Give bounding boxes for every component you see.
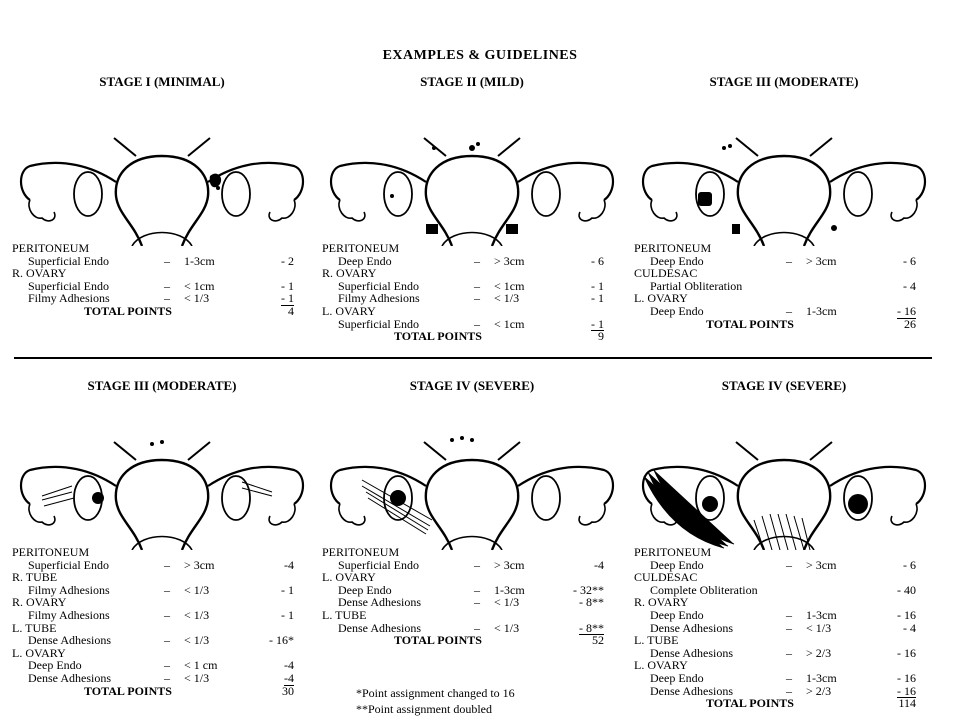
size-value: 1-3cm — [806, 303, 837, 318]
score-row — [12, 609, 312, 622]
points-value: - 8** — [579, 595, 604, 610]
dash-separator: – — [786, 683, 792, 698]
total-points: 9 — [598, 329, 604, 344]
site-label: PERITONEUM — [322, 545, 400, 559]
score-table — [634, 242, 934, 330]
size-value: < 1/3 — [184, 633, 210, 648]
stage-title: STAGE IV (SEVERE) — [721, 378, 847, 393]
score-row — [322, 330, 622, 343]
size-value: < 1/3 — [184, 291, 210, 306]
dash-separator: – — [164, 633, 170, 648]
site-label: L. OVARY — [634, 658, 688, 673]
pelvic-diagram — [634, 400, 934, 550]
score-row — [322, 634, 622, 647]
score-row — [634, 305, 934, 318]
size-value: < 1/3 — [494, 620, 520, 635]
points-value: - 1 — [591, 291, 604, 306]
site-label: R. OVARY — [634, 595, 689, 610]
score-row — [634, 267, 934, 280]
points-value: - 16 — [897, 670, 916, 685]
size-value: > 3cm — [806, 253, 837, 268]
total-label: TOTAL POINTS — [84, 303, 172, 318]
dash-separator: – — [164, 658, 170, 673]
stage-title: STAGE III (MODERATE) — [709, 74, 859, 89]
points-value: - 8** — [579, 620, 604, 635]
finding-label: Deep Endo — [28, 658, 82, 673]
dash-separator: – — [164, 253, 170, 268]
dash-separator: – — [474, 620, 480, 635]
stage-title: STAGE I (MINIMAL) — [99, 74, 225, 89]
points-value: - 1 — [591, 316, 604, 331]
total-points: 114 — [898, 696, 916, 711]
size-value: > 2/3 — [806, 645, 832, 660]
score-row — [12, 685, 312, 698]
size-value: > 3cm — [494, 253, 525, 268]
finding-label: Deep Endo — [650, 303, 704, 318]
dash-separator: – — [786, 557, 792, 572]
pelvic-diagram — [12, 400, 312, 550]
points-value: - 2 — [281, 253, 294, 268]
score-row — [12, 559, 312, 572]
size-value: < 1/3 — [184, 670, 210, 685]
finding-label: Deep Endo — [650, 253, 704, 268]
finding-label: Dense Adhesions — [650, 683, 733, 698]
site-label: L. TUBE — [322, 607, 367, 622]
size-value: < 1cm — [184, 278, 215, 293]
total-label: TOTAL POINTS — [394, 329, 482, 344]
points-value: - 32** — [573, 582, 604, 597]
points-value: - 1 — [281, 291, 294, 306]
stage-title: STAGE IV (SEVERE) — [409, 378, 535, 393]
size-value: < 1 cm — [184, 658, 218, 673]
points-value: - 16 — [897, 645, 916, 660]
site-label: R. OVARY — [12, 266, 67, 281]
score-row — [634, 622, 934, 635]
finding-label: Superficial Endo — [28, 278, 109, 293]
points-value: - 1 — [281, 278, 294, 293]
site-label: PERITONEUM — [12, 241, 90, 255]
size-value: < 1/3 — [494, 595, 520, 610]
size-value: > 3cm — [494, 557, 525, 572]
score-row — [634, 318, 934, 331]
points-value: - 1 — [591, 278, 604, 293]
score-row — [12, 546, 312, 559]
score-row — [322, 571, 622, 584]
points-value: - 16 — [897, 607, 916, 622]
dash-separator: – — [474, 278, 480, 293]
size-value: < 1/3 — [184, 582, 210, 597]
score-row — [634, 634, 934, 647]
dash-separator: – — [474, 253, 480, 268]
finding-label: Superficial Endo — [28, 557, 109, 572]
pelvic-diagram — [12, 96, 312, 246]
score-row — [322, 267, 622, 280]
finding-label: Superficial Endo — [338, 316, 419, 331]
dash-separator: – — [164, 670, 170, 685]
site-label: PERITONEUM — [322, 241, 400, 255]
score-row — [322, 546, 622, 559]
dash-separator: – — [164, 291, 170, 306]
total-label: TOTAL POINTS — [706, 316, 794, 331]
pelvic-diagram — [322, 96, 622, 246]
site-label: PERITONEUM — [634, 545, 712, 559]
dash-separator: – — [786, 253, 792, 268]
size-value: > 3cm — [806, 557, 837, 572]
finding-label: Dense Adhesions — [28, 670, 111, 685]
finding-label: Deep Endo — [650, 670, 704, 685]
total-points: 26 — [904, 316, 916, 331]
dash-separator: – — [474, 595, 480, 610]
finding-label: Superficial Endo — [28, 253, 109, 268]
points-value: - 4 — [903, 278, 916, 293]
total-points: 4 — [288, 303, 294, 318]
site-label: L. OVARY — [12, 645, 66, 660]
score-row — [12, 672, 312, 685]
size-value: > 3cm — [184, 557, 215, 572]
size-value: < 1cm — [494, 278, 525, 293]
size-value: 1-3cm — [494, 582, 525, 597]
finding-label: Superficial Endo — [338, 557, 419, 572]
finding-label: Filmy Adhesions — [28, 607, 110, 622]
score-row — [634, 546, 934, 559]
size-value: > 2/3 — [806, 683, 832, 698]
dash-separator: – — [474, 582, 480, 597]
score-table — [322, 546, 622, 647]
points-value: - 1 — [281, 607, 294, 622]
points-value: -4 — [284, 557, 294, 572]
total-points: 30 — [282, 683, 294, 698]
stage-title: STAGE II (MILD) — [420, 74, 524, 89]
dash-separator: – — [786, 670, 792, 685]
site-label: CULDESAC — [634, 570, 698, 585]
finding-label: Dense Adhesions — [28, 633, 111, 648]
site-label: L. OVARY — [322, 570, 376, 585]
pelvic-diagram — [634, 96, 934, 246]
score-row — [634, 571, 934, 584]
finding-label: Dense Adhesions — [338, 620, 421, 635]
total-label: TOTAL POINTS — [84, 683, 172, 698]
score-row — [322, 305, 622, 318]
points-value: - 6 — [591, 253, 604, 268]
finding-label: Superficial Endo — [338, 278, 419, 293]
site-label: R. TUBE — [12, 570, 58, 585]
section-divider — [14, 357, 932, 359]
score-row — [322, 609, 622, 622]
size-value: 1-3cm — [806, 670, 837, 685]
points-value: -4 — [284, 670, 294, 685]
score-row — [634, 672, 934, 685]
dash-separator: – — [786, 620, 792, 635]
finding-label: Filmy Adhesions — [28, 291, 110, 306]
finding-label: Filmy Adhesions — [338, 291, 420, 306]
points-value: - 16 — [897, 303, 916, 318]
dash-separator: – — [164, 607, 170, 622]
finding-label: Dense Adhesions — [650, 620, 733, 635]
score-row — [322, 596, 622, 609]
page-title: EXAMPLES & GUIDELINES — [382, 48, 578, 63]
score-row — [634, 242, 934, 255]
points-value: - 6 — [903, 557, 916, 572]
dash-separator: – — [164, 278, 170, 293]
score-table — [634, 546, 934, 710]
finding-label: Filmy Adhesions — [28, 582, 110, 597]
points-value: - 6 — [903, 253, 916, 268]
dash-separator: – — [164, 557, 170, 572]
points-value: - 40 — [897, 582, 916, 597]
total-label: TOTAL POINTS — [394, 633, 482, 648]
score-row — [634, 697, 934, 710]
footnote-doubled: **Point assignment doubled — [356, 702, 492, 716]
points-value: - 16 — [897, 683, 916, 698]
finding-label: Deep Endo — [338, 253, 392, 268]
size-value: < 1/3 — [494, 291, 520, 306]
score-row — [322, 242, 622, 255]
score-row — [634, 609, 934, 622]
site-label: L. TUBE — [634, 633, 679, 648]
finding-label: Deep Endo — [650, 557, 704, 572]
score-table — [322, 242, 622, 343]
dash-separator: – — [786, 303, 792, 318]
size-value: 1-3cm — [806, 607, 837, 622]
points-value: - 1 — [281, 582, 294, 597]
site-label: L. OVARY — [322, 303, 376, 318]
site-label: PERITONEUM — [634, 241, 712, 255]
score-row — [12, 634, 312, 647]
site-label: L. TUBE — [12, 620, 57, 635]
finding-label: Deep Endo — [650, 607, 704, 622]
score-table — [12, 242, 312, 318]
size-value: < 1cm — [494, 316, 525, 331]
site-label: R. OVARY — [322, 266, 377, 281]
site-label: CULDESAC — [634, 266, 698, 281]
total-points: 52 — [592, 633, 604, 648]
dash-separator: – — [164, 582, 170, 597]
stage-title: STAGE III (MODERATE) — [87, 378, 237, 393]
pelvic-diagram — [322, 400, 622, 550]
points-value: - 4 — [903, 620, 916, 635]
score-row — [12, 571, 312, 584]
points-value: -4 — [594, 557, 604, 572]
finding-label: Deep Endo — [338, 582, 392, 597]
dash-separator: – — [786, 645, 792, 660]
score-row — [12, 305, 312, 318]
points-value: -4 — [284, 658, 294, 673]
score-table — [12, 546, 312, 697]
size-value: < 1/3 — [806, 620, 832, 635]
dash-separator: – — [786, 607, 792, 622]
finding-label: Dense Adhesions — [650, 645, 733, 660]
size-value: 1-3cm — [184, 253, 215, 268]
dash-separator: – — [474, 557, 480, 572]
score-row — [12, 267, 312, 280]
site-label: L. OVARY — [634, 291, 688, 306]
points-value: - 16* — [269, 633, 294, 648]
finding-label: Complete Obliteration — [650, 582, 758, 597]
score-row — [12, 242, 312, 255]
dash-separator: – — [474, 291, 480, 306]
site-label: PERITONEUM — [12, 545, 90, 559]
dash-separator: – — [474, 316, 480, 331]
footnote-changed: *Point assignment changed to 16 — [356, 686, 515, 700]
finding-label: Partial Obliteration — [650, 278, 743, 293]
total-label: TOTAL POINTS — [706, 696, 794, 711]
finding-label: Dense Adhesions — [338, 595, 421, 610]
site-label: R. OVARY — [12, 595, 67, 610]
size-value: < 1/3 — [184, 607, 210, 622]
